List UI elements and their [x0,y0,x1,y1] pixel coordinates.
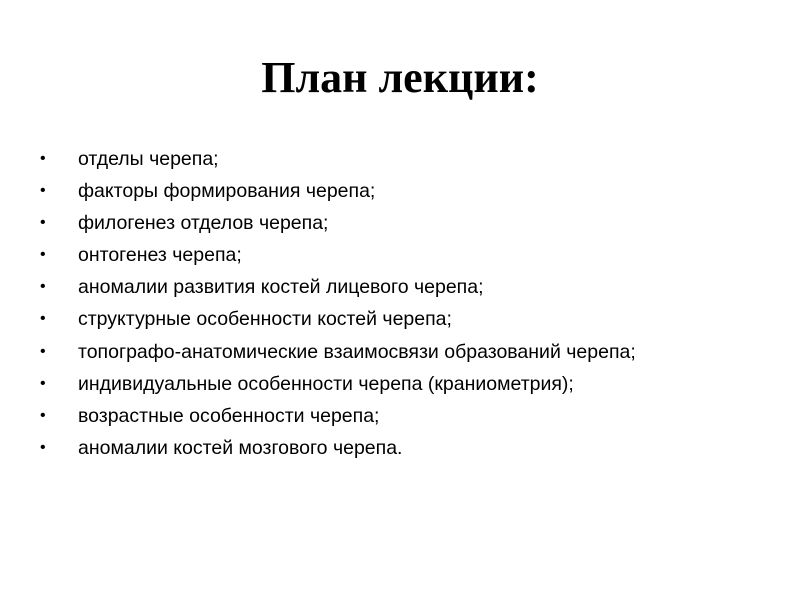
list-item [40,143,780,175]
list-item-text: структурные особенности костей черепа; [78,308,452,331]
list-item [40,432,780,464]
bullet-icon: • [40,150,46,167]
list-item [40,400,780,432]
list-item [40,336,780,368]
list-item-text: аномалии развития костей лицевого черепа; [78,276,484,299]
list-item [40,207,780,239]
slide-title: План лекции: [261,53,539,102]
bullet-icon: • [40,214,46,232]
list-item [40,239,780,271]
list-item-text: индивидуальные особенности черепа (краниометрия); [78,372,574,395]
list-item-text: факторы формирования черепа; [78,180,376,203]
list-item-text: возрастные особенности черепа; [78,404,380,427]
list-item [40,368,780,400]
lecture-plan-list [40,143,780,464]
list-item [40,175,780,207]
list-item-text: топографо-анатомические взаимосвязи образований черепа; [78,340,636,363]
bullet-icon: • [40,342,46,360]
bullet-icon: • [40,374,46,392]
list-item [40,303,780,335]
list-item-text: аномалии костей мозгового черепа. [78,436,403,459]
bullet-icon: • [40,246,46,264]
bullet-icon: • [40,406,46,424]
bullet-icon: • [40,182,46,200]
bullet-icon: • [40,438,46,456]
bullet-icon: • [40,310,46,328]
list-item-text: онтогенез черепа; [78,244,242,267]
list-item-text: филогенез отделов черепа; [78,212,329,235]
list-item-text: отделы черепа; [78,148,219,170]
bullet-icon: • [40,278,46,296]
list-item [40,271,780,303]
